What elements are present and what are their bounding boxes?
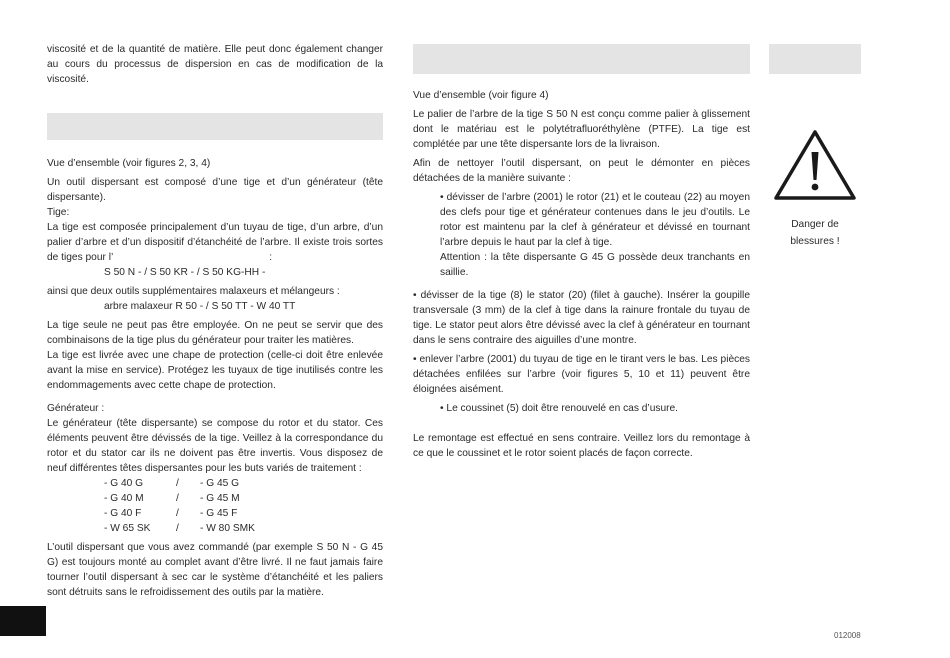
head-item: - W 65 SK	[104, 523, 151, 534]
head-separator: /	[176, 523, 179, 534]
head-item: - W 80 SMK	[200, 523, 255, 534]
tige-types: S 50 N - / S 50 KR - / S 50 KG-HH -	[104, 267, 266, 278]
tige-paragraph	[47, 220, 383, 265]
head-separator: /	[176, 478, 179, 489]
head-item: - G 45 G	[200, 478, 240, 489]
final-paragraph: L’outil dispersant que vous avez commandé (par exemple S 50 N - G 45 G) est toujours monté au complet avant d’être livré. Il ne faut jamais faire tourner l’outil dispersant à sec car le système d’étanchéité et les paliers sont détruits sans le refroidissement des outils par la matière.	[47, 542, 383, 598]
bullet-2: • dévisser de la tige (8) le stator (20) (filet à gauche). Insérer la goupille transversale (3 mm) de la clef à tige dans la rainure frontale du tuyau de tige. Le stator peut alors être dévissé avec la clef à générateur en tournant dans le sens contraire des aiguilles d’une montre.	[413, 290, 750, 346]
tige-label: Tige:	[47, 207, 70, 218]
overview-heading-left: Vue d’ensemble (voir figures 2, 3, 4)	[47, 158, 211, 169]
head-item: - G 40 G	[104, 478, 144, 489]
heads-row	[47, 521, 383, 536]
head-separator: /	[176, 493, 179, 504]
heads-row	[47, 491, 383, 506]
section-heading-band-right	[769, 44, 861, 74]
mixers-list: arbre malaxeur R 50 - / S 50 TT - W 40 TT	[104, 301, 296, 312]
bullet-1-attention: Attention : la tête dispersante G 45 G possède deux tranchants en saillie.	[440, 252, 750, 278]
middle-column	[413, 42, 750, 461]
warning-line-2: blessures !	[790, 236, 840, 247]
overview-heading-mid: Vue d’ensemble (voir figure 4)	[413, 90, 549, 101]
tool-paragraph: Un outil dispersant est composé d’une tige et d’un générateur (tête dispersante).	[47, 177, 383, 203]
tige-paragraph-text: La tige est composée principalement d’un tuyau de tige, d’un arbre, d’un palier d’arbre et d’un dispositif d’étanchéité de l’arbre. Il existe trois sortes de tiges pour l’	[47, 222, 383, 263]
bearing-paragraph: Le palier de l’arbre de la tige S 50 N est conçu comme palier à glissement dont le matériau est le polytétrafluoréthylène (PTFE). La tige est complétée par une tête dispersante lors de la livraison.	[413, 109, 750, 150]
cleaning-paragraph: Afin de nettoyer l’outil dispersant, on peut le démonter en pièces détachées de la manière suivante :	[413, 158, 750, 184]
bullet-4: • Le coussinet (5) doit être renouvelé en cas d’usure.	[440, 403, 679, 414]
cap-paragraph: La tige est livrée avec une chape de protection (celle-ci doit être enlevée avant la mise en service). Protégez les tuyaux de tige inutilisés contre les endommagements avec cette chape de protection.	[47, 350, 383, 391]
warning-line-1: Danger de	[791, 219, 839, 230]
warning-text	[769, 216, 861, 250]
warning-block	[769, 128, 861, 250]
generator-paragraph: Le générateur (tête dispersante) se compose du rotor et du stator. Ces éléments peuvent être dévissés de la tige. Veillez à la correspondance du rotor et du stator car ils ne doivent pas être invertis. Vous disposez de neuf différentes têtes dispersantes pour les buts variés de traitement :	[47, 418, 383, 474]
heads-row	[47, 476, 383, 491]
remount-paragraph: Le remontage est effectué en sens contraire. Veillez lors du remontage à ce que le coussinet et le rotor soient placés de façon correcte.	[413, 433, 750, 459]
section-heading-band-mid	[413, 44, 750, 74]
tige-paragraph-colon: :	[269, 252, 273, 263]
bullet-3: • enlever l’arbre (2001) du tuyau de tige en le tirant vers le bas. Les pièces détachées enfilées sur l’arbre (voir figures 5, 10 et 11) peuvent être éloignées aisément.	[413, 354, 750, 395]
intro-paragraph: viscosité et de la quantité de matière. Elle peut donc également changer au cours du processus de dispersion en cas de modification de la viscosité.	[47, 44, 383, 85]
head-item: - G 40 F	[104, 508, 142, 519]
bullet-1	[440, 190, 750, 280]
bullet-1-text: • dévisser de l’arbre (2001) le rotor (21) et le couteau (22) au moyen des clefs pour tige et générateur contenues dans le jeu d’outils. Le rotor est maintenu par la clef à générateur et dévissé en tournant l’arbre depuis le haut par la clef à tige.	[440, 192, 750, 248]
right-column	[769, 42, 861, 250]
left-column	[47, 42, 383, 600]
mixers-paragraph: ainsi que deux outils supplémentaires malaxeurs et mélangeurs :	[47, 286, 340, 297]
generator-label: Générateur :	[47, 403, 105, 414]
use-paragraph: La tige seule ne peut pas être employée. On ne peut se servir que des combinaisons de la tige plus du générateur pour traiter les matières.	[47, 320, 383, 346]
heads-row	[47, 506, 383, 521]
head-item: - G 40 M	[104, 493, 144, 504]
head-item: - G 45 M	[200, 493, 240, 504]
head-item: - G 45 F	[200, 508, 238, 519]
warning-triangle-icon	[769, 128, 861, 202]
document-code: 012008	[834, 631, 861, 640]
heads-list	[47, 476, 383, 536]
head-separator: /	[176, 508, 179, 519]
section-heading-band-left	[47, 113, 383, 140]
page-tab-marker	[0, 606, 46, 636]
